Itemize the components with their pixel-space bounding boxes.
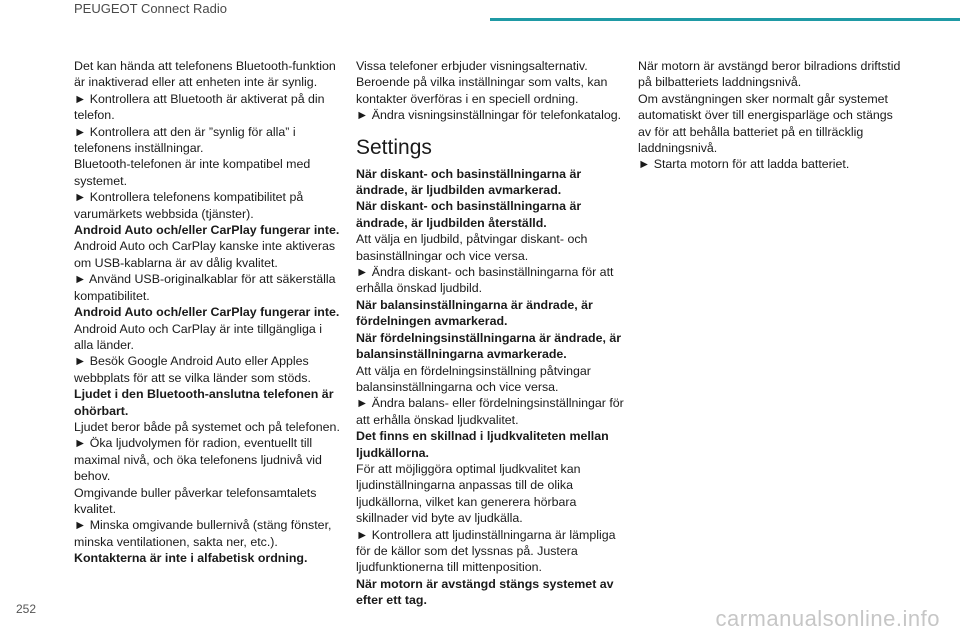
bold-paragraph: När fördelningsinställningarna är ändrade, är balansinställningarna avmarkerade. xyxy=(356,330,622,362)
paragraph: Om avstängningen sker normalt går systemet automatiskt över till energisparläge och stängs av för att behålla batteriet på en tillräcklig laddningsnivå. xyxy=(638,91,893,156)
paragraph: Att välja en ljudbild, påtvingar diskant- och basinställningar och vice versa. xyxy=(356,232,588,263)
paragraph: ► Starta motorn för att ladda batteriet. xyxy=(638,157,850,172)
bold-paragraph: När balansinställningarna är ändrade, är fördelningen avmarkerad. xyxy=(356,297,593,329)
paragraph: ► Kontrollera att ljudinställningarna är lämpliga för de källor som det lyssnas på. Justera ljudfunktionerna till mittenposition. xyxy=(356,527,616,575)
paragraph: ► Ändra diskant- och basinställningarna för att erhålla önskad ljudbild. xyxy=(356,265,614,296)
section-heading-settings: Settings xyxy=(356,135,432,159)
paragraph: ► Öka ljudvolymen för radion, eventuellt till maximal nivå, och öka telefonens ljudnivå vid behov. xyxy=(74,436,322,484)
paragraph: Android Auto och CarPlay är inte tillgängliga i alla länder. xyxy=(74,321,322,352)
paragraph: Omgivande buller påverkar telefonsamtalets kvalitet. xyxy=(74,485,317,516)
paragraph: För att möjliggöra optimal ljudkvalitet kan ljudinställningarna anpassas till de olika ljudkällorna, vilket kan generera hörbara skillnader vid byte av ljudkälla. xyxy=(356,461,581,526)
bold-paragraph: När motorn är avstängd stängs systemet av efter ett tag. xyxy=(356,576,614,608)
paragraph: Att välja en fördelningsinställning påtvingar balansinställningarna och vice versa. xyxy=(356,363,591,394)
bold-paragraph: Ljudet i den Bluetooth-anslutna telefonen är ohörbart. xyxy=(74,387,334,418)
paragraph: ► Kontrollera telefonens kompatibilitet på varumärkets webbsida (tjänster). xyxy=(74,190,304,221)
watermark: carmanualsonline.info xyxy=(715,606,940,631)
page-number: 252 xyxy=(16,602,37,616)
paragraph: ► Kontrollera att den är ”synlig för alla” i telefonens inställningar. xyxy=(74,124,296,156)
paragraph: När motorn är avstängd beror bilradions driftstid på bilbatteriets laddningsnivå. xyxy=(638,59,901,90)
running-header-title: PEUGEOT Connect Radio xyxy=(74,1,227,16)
paragraph: Vissa telefoner erbjuder visningsalternativ. Beroende på vilka inställningar som valts, kan kontakter överföras i en speciell ordning. xyxy=(356,59,608,106)
column-2-intro xyxy=(356,58,624,124)
paragraph: ► Ändra balans- eller fördelningsinställningar för att erhålla önskad ljudkvalitet. xyxy=(356,396,624,427)
bold-paragraph: När diskant- och basinställningarna är ändrade, är ljudbilden avmarkerad. xyxy=(356,166,582,198)
paragraph: Bluetooth-telefonen är inte kompatibel med systemet. xyxy=(74,157,311,188)
paragraph: ► Ändra visningsinställningar för telefonkatalog. xyxy=(356,108,622,123)
paragraph: Det kan hända att telefonens Bluetooth-funktion är inaktiverad eller att enheten inte är synlig. xyxy=(74,59,336,90)
text-column-2 xyxy=(356,58,624,609)
bold-paragraph: När diskant- och basinställningarna är ändrade, är ljudbilden återställd. xyxy=(356,199,582,230)
paragraph: Ljudet beror både på systemet och på telefonen. xyxy=(74,419,340,434)
header-accent-bar xyxy=(490,18,960,21)
paragraph: ► Besök Google Android Auto eller Apples webbplats för att se vilka länder som stöds. xyxy=(74,354,311,385)
text-column-3 xyxy=(638,58,906,173)
bold-paragraph: Kontakterna är inte i alfabetisk ordning. xyxy=(74,551,308,566)
paragraph: Android Auto och CarPlay kanske inte aktiveras om USB-kablarna är av dålig kvalitet. xyxy=(74,239,336,270)
paragraph: ► Använd USB-originalkablar för att säkerställa kompatibilitet. xyxy=(74,272,336,303)
paragraph: ► Minska omgivande bullernivå (stäng fönster, minska ventilationen, sakta ner, etc.). xyxy=(74,518,332,549)
text-column-1 xyxy=(74,58,342,567)
paragraph: ► Kontrollera att Bluetooth är aktiverat på din telefon. xyxy=(74,91,325,123)
bold-paragraph: Android Auto och/eller CarPlay fungerar inte. xyxy=(74,223,340,238)
bold-paragraph: Android Auto och/eller CarPlay fungerar inte. xyxy=(74,305,340,320)
bold-paragraph: Det finns en skillnad i ljudkvaliteten mellan ljudkällorna. xyxy=(356,429,609,460)
column-2-body xyxy=(356,166,624,609)
